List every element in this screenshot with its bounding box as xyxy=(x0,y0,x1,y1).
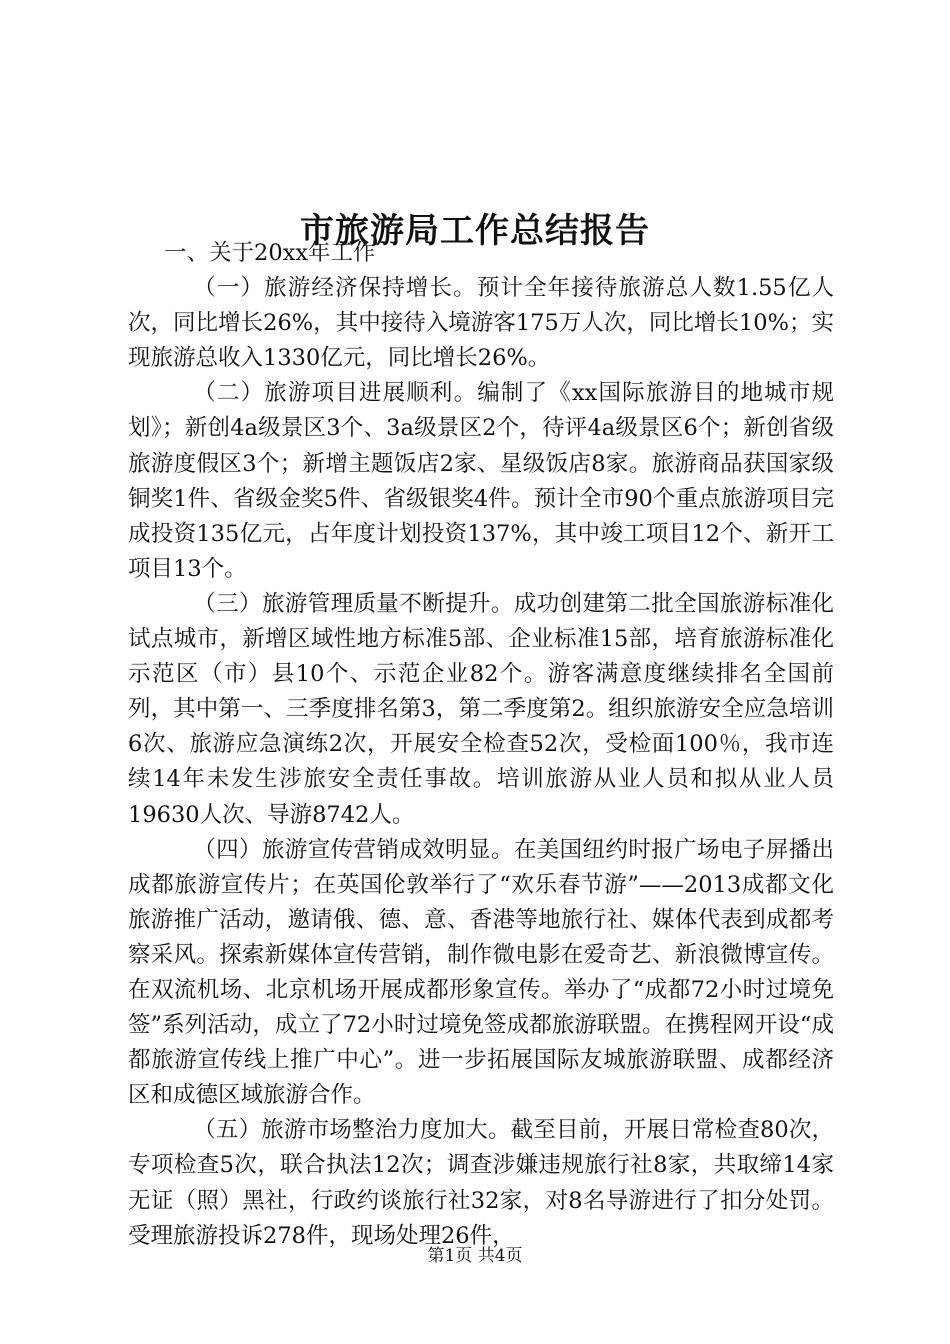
document-body xyxy=(128,236,834,1254)
document-title: 市旅游局工作总结报告 xyxy=(300,210,650,251)
paragraph-economy: （一）旅游经济保持增长。预计全年接待旅游总人数1.55亿人次，同比增长26%，其中接待入境游客175万人次，同比增长10%；实现旅游总收入1330亿元，同比增长26%。 xyxy=(128,275,834,372)
page-number-indicator: 第1页 共4页 xyxy=(427,1246,523,1266)
paragraph-marketing: （四）旅游宣传营销成效明显。在美国纽约时报广场电子屏播出成都旅游宣传片；在英国伦敦举行了“欢乐春节游”——2013成都文化旅游推广活动，邀请俄、德、意、香港等地旅行社、媒体代表到成都考察采风。探索新媒体宣传营销，制作微电影在爱奇艺、新浪微博宣传。在双流机场、北京机场开展成都形象宣传。举办了“成都72小时过境免签”系列活动，成立了72小时过境免签成都旅游联盟。在携程网开设“成都旅游宣传线上推广中心”。进一步拓展国际友城旅游联盟、成都经济区和成德区域旅游合作。 xyxy=(128,836,834,1109)
page-footer xyxy=(0,1245,950,1267)
section-heading: 一、关于20xx年工作 xyxy=(164,240,376,266)
paragraph-management: （三）旅游管理质量不断提升。成功创建第二批全国旅游标准化试点城市，新增区域性地方标准5部、企业标准15部，培育旅游标准化示范区（市）县10个、示范企业82个。游客满意度继续排名全国前列，其中第一、三季度排名第3，第二季度第2。组织旅游安全应急培训6次、旅游应急演练2次，开展安全检查52次，受检面100％，我市连续14年未发生涉旅安全责任事故。培训旅游从业人员和拟从业人员19630人次、导游8742人。 xyxy=(128,590,834,828)
paragraph-projects: （二）旅游项目进展顺利。编制了《xx国际旅游目的地城市规划》；新创4a级景区3个、3a级景区2个，待评4a级景区6个；新创省级旅游度假区3个；新增主题饭店2家、星级饭店8家。旅游商品获国家级铜奖1件、省级金奖5件、省级银奖4件。预计全市90个重点旅游项目完成投资135亿元，占年度计划投资137%，其中竣工项目12个、新开工项目13个。 xyxy=(128,380,834,582)
paragraph-market-regulation: （五）旅游市场整治力度加大。截至目前，开展日常检查80次，专项检查5次，联合执法12次；调查涉嫌违规旅行社8家，共取缔14家无证（照）黑社，行政约谈旅行社32家，对8名导游进行了扣分处罚。受理旅游投诉278件，现场处理26件， xyxy=(128,1117,834,1249)
